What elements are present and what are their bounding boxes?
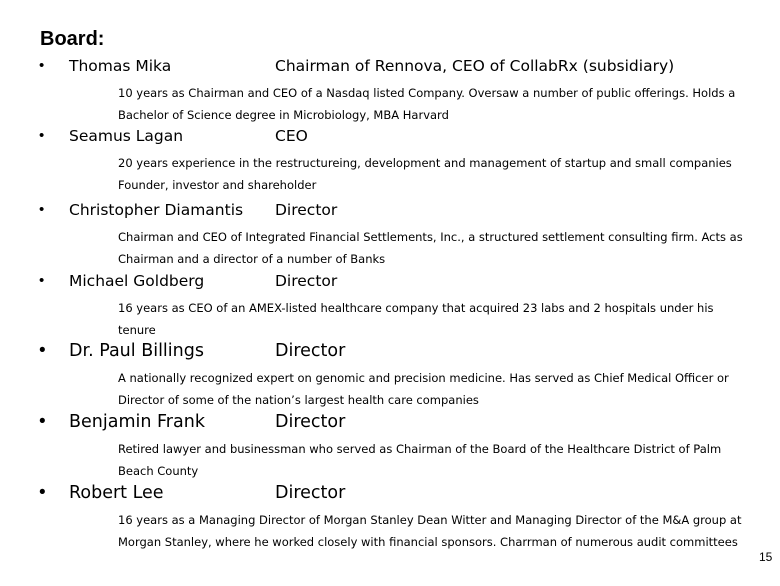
member-description: Retired lawyer and businessman who served as Chairman of the Board of the Healthcare District of Palm Beach County — [118, 442, 722, 478]
member-role: Chairman of Rennova, CEO of CollabRx (subsidiary) — [275, 57, 675, 75]
member-description: 16 years as CEO of an AMEX-listed healthcare company that acquired 23 labs and 2 hospitals under his tenure — [118, 301, 714, 337]
board-member-seamus-lagan — [0, 124, 780, 196]
board-member-benjamin-frank — [0, 410, 780, 482]
member-name: Christopher Diamantis — [69, 201, 244, 219]
member-description: A nationally recognized expert on genomic and precision medicine. Has served as Chief Medical Officer or Director of some of the nation’s largest health care companies — [118, 371, 729, 407]
bullet-icon: • — [39, 411, 46, 432]
bullet-icon: • — [39, 201, 45, 218]
board-member-paul-billings — [0, 339, 780, 411]
member-name: Dr. Paul Billings — [69, 341, 204, 361]
member-description: 16 years as a Managing Director of Morgan Stanley Dean Witter and Managing Director of the M&A group at Morgan Stanley, where he worked closely with financial sponsors. Charrman of numerous audit committees — [118, 513, 742, 549]
bullet-icon: • — [39, 482, 46, 503]
bullet-icon: • — [39, 340, 46, 361]
board-member-michael-goldberg — [0, 269, 780, 341]
member-description: Chairman and CEO of Integrated Financial Settlements, Inc., a structured settlement consulting firm. Acts as Chairman and a director of a number of Banks — [118, 230, 743, 266]
member-header — [0, 198, 780, 222]
member-description: 10 years as Chairman and CEO of a Nasdaq listed Company. Oversaw a number of public offerings. Holds a Bachelor of Science degree in Microbiology, MBA Harvard — [118, 86, 736, 122]
member-role: CEO — [275, 127, 308, 145]
bullet-icon: • — [39, 127, 45, 144]
page-title: Board: — [40, 28, 105, 50]
member-header — [0, 339, 780, 363]
member-role: Director — [275, 341, 346, 361]
member-header — [0, 481, 780, 505]
page-number: 15 — [759, 550, 773, 564]
board-member-thomas-mika — [0, 54, 780, 126]
member-header — [0, 54, 780, 78]
member-name: Robert Lee — [69, 483, 164, 503]
member-description: 20 years experience in the restructureing, development and management of startup and small companies Founder, investor and shareholder — [118, 156, 732, 192]
member-header — [0, 269, 780, 293]
member-name: Seamus Lagan — [69, 127, 184, 145]
board-member-robert-lee — [0, 481, 780, 553]
member-role: Director — [275, 272, 338, 290]
bullet-icon: • — [39, 272, 45, 289]
member-name: Michael Goldberg — [69, 272, 205, 290]
member-name: Benjamin Frank — [69, 412, 205, 432]
bullet-icon: • — [39, 57, 45, 74]
member-role: Director — [275, 201, 338, 219]
member-role: Director — [275, 412, 346, 432]
board-member-christopher-diamantis — [0, 198, 780, 270]
member-name: Thomas Mika — [69, 57, 172, 75]
member-header — [0, 124, 780, 148]
member-role: Director — [275, 483, 346, 503]
member-header — [0, 410, 780, 434]
